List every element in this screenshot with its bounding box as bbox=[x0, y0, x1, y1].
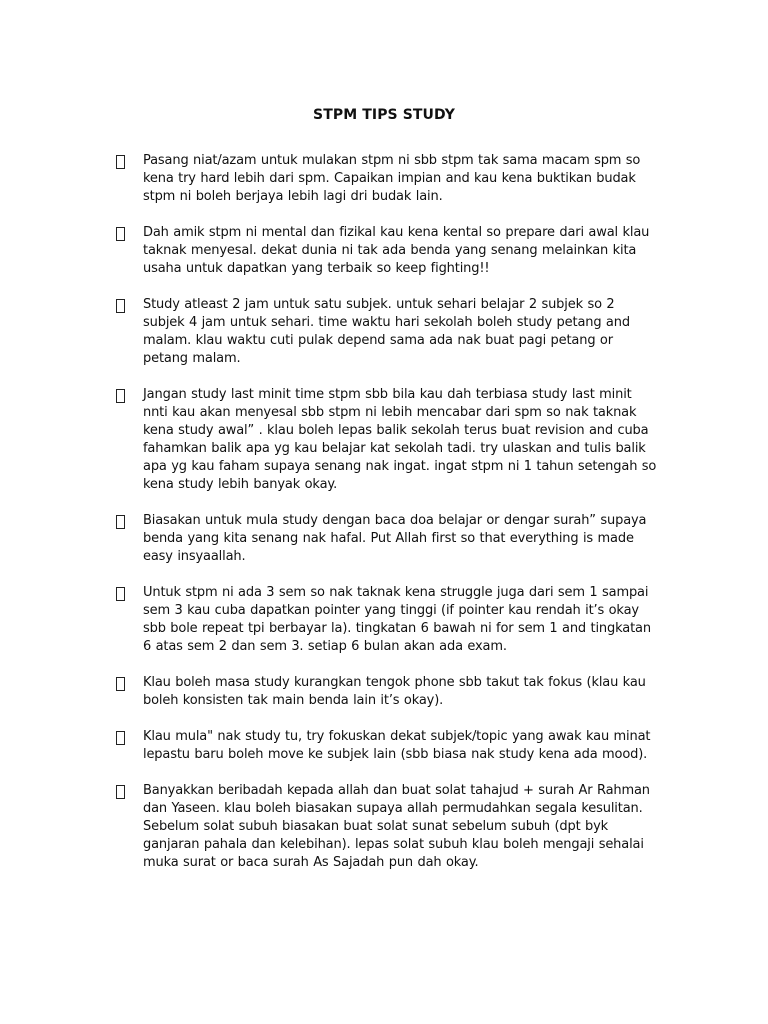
list-item bbox=[113, 386, 658, 494]
bullet-box-icon bbox=[113, 584, 143, 602]
list-item bbox=[113, 512, 658, 566]
document-title: STPM TIPS STUDY bbox=[313, 107, 455, 123]
list-item bbox=[113, 152, 658, 206]
tip-text: Untuk stpm ni ada 3 sem so nak taknak kena struggle juga dari sem 1 sampai sem 3 kau cuba dapatkan pointer yang tinggi (if pointer kau rendah it’s okay sbb bole repeat tpi berbayar la). tingkatan 6 bawah ni for sem 1 and tingkatan 6 atas sem 2 dan sem 3. setiap 6 bulan akan ada exam. bbox=[143, 585, 651, 654]
tip-text: Pasang niat/azam untuk mulakan stpm ni sbb stpm tak sama macam spm so kena try hard lebih dari spm. Capaikan impian and kau kena buktikan budak stpm ni boleh berjaya lebih lagi dri budak lain. bbox=[143, 153, 641, 204]
tip-text: Jangan study last minit time stpm sbb bila kau dah terbiasa study last minit nnti kau akan menyesal sbb stpm ni lebih mencabar dari spm so nak taknak kena study awal” . klau boleh lepas balik sekolah terus buat revision and cuba fahamkan balik apa yg kau belajar kat sekolah tadi. try ulaskan and tulis balik apa yg kau faham supaya senang nak ingat. ingat stpm ni 1 tahun setengah so kena study lebih banyak okay. bbox=[143, 387, 657, 492]
tip-text: Banyakkan beribadah kepada allah dan buat solat tahajud + surah Ar Rahman dan Yaseen. klau boleh biasakan supaya allah permudahkan segala kesulitan. Sebelum solat subuh biasakan buat solat sunat sebelum subuh (dpt byk ganjaran pahala dan kelebihan). lepas solat subuh klau boleh mengaji sehalai muka surat or baca surah As Sajadah pun dah okay. bbox=[143, 783, 650, 870]
list-item bbox=[113, 728, 658, 764]
list-item bbox=[113, 224, 658, 278]
bullet-box-icon bbox=[113, 728, 143, 746]
bullet-box-icon bbox=[113, 224, 143, 242]
bullet-box-icon bbox=[113, 152, 143, 170]
list-item bbox=[113, 296, 658, 368]
list-item bbox=[113, 782, 658, 872]
tip-text: Study atleast 2 jam untuk satu subjek. untuk sehari belajar 2 subjek so 2 subjek 4 jam untuk sehari. time waktu hari sekolah boleh study petang and malam. klau waktu cuti pulak depend sama ada nak buat pagi petang or petang malam. bbox=[143, 297, 630, 366]
tip-text: Klau boleh masa study kurangkan tengok phone sbb takut tak fokus (klau kau boleh konsisten tak main benda lain it’s okay). bbox=[143, 675, 646, 708]
tip-text: Biasakan untuk mula study dengan baca doa belajar or dengar surah” supaya benda yang kita senang nak hafal. Put Allah first so that everything is made easy insyaallah. bbox=[143, 513, 647, 564]
bullet-box-icon bbox=[113, 386, 143, 404]
list-item bbox=[113, 674, 658, 710]
bullet-box-icon bbox=[113, 296, 143, 314]
bullet-box-icon bbox=[113, 674, 143, 692]
tips-list bbox=[113, 152, 658, 890]
bullet-box-icon bbox=[113, 782, 143, 800]
bullet-box-icon bbox=[113, 512, 143, 530]
list-item bbox=[113, 584, 658, 656]
tip-text: Dah amik stpm ni mental dan fizikal kau kena kental so prepare dari awal klau taknak menyesal. dekat dunia ni tak ada benda yang senang melainkan kita usaha untuk dapatkan yang terbaik so keep fighting!! bbox=[143, 225, 650, 276]
tip-text: Klau mula" nak study tu, try fokuskan dekat subjek/topic yang awak kau minat lepastu baru boleh move ke subjek lain (sbb biasa nak study kena ada mood). bbox=[143, 729, 651, 762]
